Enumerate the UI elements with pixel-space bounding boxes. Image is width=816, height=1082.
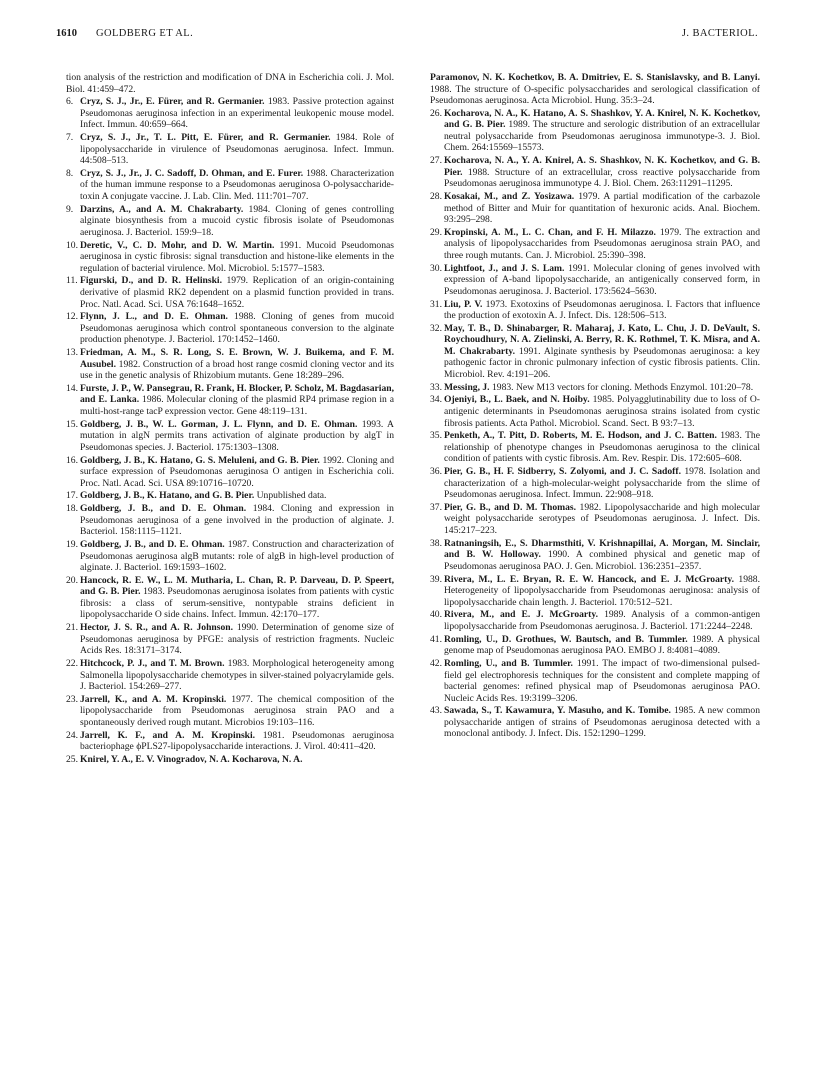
reference-authors: Flynn, J. L., and D. E. Ohman. <box>80 311 228 323</box>
reference-citation: 1983. The relationship of phenotype changes in Pseudomonas aeruginosa to the clinical condition of patients with cystic fibrosis. Am. Rev. Respir. Dis. 172:605–608. <box>444 430 760 465</box>
reference-citation: 1989. Analysis of a common-antigen lipopolysaccharide from Pseudomonas aeruginosa. J. Bacteriol. 171:2244–2248. <box>444 609 760 632</box>
reference-entry <box>420 658 760 704</box>
reference-citation: 1979. A partial modification of the carbazole method of Bitter and Muir for quantitation of hexuronic acids. Anal. Biochem. 93:295–298. <box>444 191 760 226</box>
reference-number: 39. <box>430 573 442 585</box>
reference-authors: Penketh, A., T. Pitt, D. Roberts, M. E. Hodson, and J. C. Batten. <box>444 430 717 442</box>
reference-entry <box>56 204 394 239</box>
references-left-column <box>56 72 394 767</box>
reference-authors: Darzins, A., and A. M. Chakrabarty. <box>80 203 244 215</box>
reference-citation: 1991. Mucoid Pseudomonas aeruginosa in cystic fibrosis: signal transduction and histone-like elements in the regulation of bacterial virulence. Mol. Microbiol. 5:1577–1583. <box>80 239 394 274</box>
reference-authors: Ojeniyi, B., L. Baek, and N. Hoiby. <box>444 394 590 406</box>
reference-number: 17. <box>66 490 78 502</box>
reference-citation: 1991. The impact of two-dimensional pulsed-field gel electrophoresis techniques for the consistent and complete mapping of bacterial genomes: refined physical map of Pseudomonas aeruginosa PAO. Nucleic Acids Res. 19:3199–3206. <box>444 657 760 704</box>
reference-authors: Furste, J. P., W. Pansegrau, R. Frank, H. Blocker, P. Scholz, M. Bagdasarian, and E. Lanka. <box>80 382 394 406</box>
reference-authors: Cryz, S. J., Jr., J. C. Sadoff, D. Ohman, and E. Furer. <box>80 167 304 179</box>
reference-authors: Paramonov, N. K. Kochetkov, B. A. Dmitriev, E. S. Stanislavsky, and B. Lanyi. <box>430 72 760 83</box>
reference-authors: Ratnaningsih, E., S. Dharmsthiti, V. Krishnapillai, A. Morgan, M. Sinclair, and B. W. Holloway. <box>444 537 760 561</box>
reference-authors: Messing, J. <box>444 381 490 393</box>
reference-entry <box>56 490 394 502</box>
reference-entry <box>420 323 760 381</box>
reference-number: 12. <box>66 311 78 323</box>
reference-entry <box>420 705 760 740</box>
reference-authors: Goldberg, J. B., K. Hatano, and G. B. Pier. <box>80 490 255 502</box>
reference-entry <box>56 730 394 753</box>
reference-citation: 1986. Molecular cloning of the plasmid RP4 primase region in a multi-host-range tacP expression vector. Gene 48:119–131. <box>80 394 394 417</box>
reference-number: 18. <box>66 503 78 515</box>
reference-authors: Kropinski, A. M., L. C. Chan, and F. H. Milazzo. <box>444 226 656 238</box>
reference-entry <box>56 72 394 95</box>
reference-authors: Lightfoot, J., and J. S. Lam. <box>444 262 565 274</box>
reference-citation: 1985. Polyagglutinability due to loss of O-antigenic determinants in Pseudomonas aeruginosa strains isolated from cystic fibrosis patients. Acta Pathol. Microbiol. Scand. Sect. B 93:7–13. <box>444 394 760 429</box>
reference-authors: Hitchcock, P. J., and T. M. Brown. <box>80 657 225 669</box>
reference-citation: 1990. Determination of genome size of Pseudomonas aeruginosa by PFGE: analysis of restriction fragments. Nucleic Acids Res. 18:3171–3174. <box>80 622 395 657</box>
reference-authors: Hancock, R. E. W., L. M. Mutharia, L. Chan, R. P. Darveau, D. P. Speert, and G. B. Pier. <box>80 574 394 598</box>
reference-authors: Pier, G. B., and D. M. Thomas. <box>444 501 577 513</box>
reference-authors: Pier, G. B., H. F. Sidberry, S. Zolyomi, and J. C. Sadoff. <box>444 466 681 478</box>
running-authors: GOLDBERG ET AL. <box>96 28 194 39</box>
reference-number: 21. <box>66 622 78 634</box>
reference-number: 8. <box>66 167 74 179</box>
reference-number: 33. <box>430 381 442 393</box>
reference-authors: Deretic, V., C. D. Mohr, and D. W. Martin. <box>80 239 275 251</box>
reference-authors: Goldberg, J. B., and D. E. Ohman. <box>80 538 225 550</box>
reference-number: 32. <box>430 322 442 334</box>
running-header <box>56 28 758 44</box>
reference-entry <box>420 538 760 573</box>
reference-citation: 1983. Passive protection against Pseudomonas aeruginosa infection in an experimental leukopenic mouse model. Infect. Immun. 40:659–664. <box>80 96 394 131</box>
reference-authors: Sawada, S., T. Kawamura, Y. Masuho, and K. Tomibe. <box>444 705 671 717</box>
reference-number: 27. <box>430 155 442 167</box>
reference-number: 38. <box>430 537 442 549</box>
reference-citation: 1985. A new common polysaccharide antigen of strains of Pseudomonas aeruginosa detected with a monoclonal antibody. J. Infect. Dis. 152:1290–1299. <box>444 705 760 740</box>
reference-authors: Romling, U., and B. Tummler. <box>444 657 573 669</box>
reference-entry <box>56 694 394 729</box>
reference-citation: 1977. The chemical composition of the lipopolysaccharide from Pseudomonas aeruginosa strain PAO and a spontaneously derived rough mutant. Microbios 19:103–116. <box>80 693 394 728</box>
reference-authors: Knirel, Y. A., E. V. Vinogradov, N. A. Kocharova, N. A. <box>80 753 303 765</box>
reference-citation: tion analysis of the restriction and modification of DNA in Escherichia coli. J. Mol. Biol. 41:459–472. <box>66 72 394 95</box>
reference-citation: 1993. A mutation in algN permits trans activation of alginate production by algT in Pseudomonas species. J. Bacteriol. 175:1303–1308. <box>80 418 394 453</box>
reference-citation: 1981. Pseudomonas aeruginosa bacteriophage ϕPLS27-lipopolysaccharide interactions. J. Virol. 40:411–420. <box>80 729 394 753</box>
reference-citation: 1990. A combined physical and genetic map of Pseudomonas aeruginosa PAO. J. Gen. Microbiol. 136:2351–2357. <box>444 549 761 572</box>
reference-entry <box>56 383 394 418</box>
reference-authors: Cryz, S. J., Jr., T. L. Pitt, E. Fürer, and R. Germanier. <box>80 132 331 144</box>
reference-authors: Hector, J. S. R., and A. R. Johnson. <box>80 622 234 634</box>
reference-citation: 1988. Characterization of the human immune response to a Pseudomonas aeruginosa O-polysaccharide-toxin A conjugate vaccine. J. Lab. Clin. Med. 111:701–707. <box>80 167 395 203</box>
reference-entry <box>56 347 394 382</box>
reference-number: 42. <box>430 657 442 669</box>
reference-entry <box>420 466 760 501</box>
reference-citation: 1984. Role of lipopolysaccharide in virulence of Pseudomonas aeruginosa. Infect. Immun. 44:508–513. <box>80 132 394 167</box>
reference-citation: 1979. Replication of an origin-containing derivative of plasmid RK2 dependent on a plasmid function provided in trans. Proc. Natl. Acad. Sci. USA 76:1648–1652. <box>80 275 394 310</box>
reference-citation: 1988. Heterogeneity of lipopolysaccharide from Pseudomonas aeruginosa: analysis of lipopolysaccharide chain length. J. Bacteriol. 170:512–521. <box>444 573 760 608</box>
reference-entry <box>420 394 760 429</box>
reference-number: 16. <box>66 454 78 466</box>
reference-authors: Kocharova, N. A., K. Hatano, A. S. Shashkov, Y. A. Knirel, N. K. Kochetkov, and G. B. Pier. <box>444 107 760 131</box>
reference-number: 36. <box>430 466 442 478</box>
reference-number: 6. <box>66 96 74 108</box>
reference-citation: 1973. Exotoxins of Pseudomonas aeruginosa. I. Factors that influence the production of exotoxin A. J. Infect. Dis. 128:506–513. <box>444 298 761 322</box>
reference-entry <box>420 227 760 262</box>
reference-number: 23. <box>66 693 78 705</box>
reference-entry <box>56 455 394 490</box>
reference-citation: 1991. Molecular cloning of genes involved with expression of A-band lipopolysaccharide, an antigenically conserved form, in Pseudomonas aeruginosa. J. Bacteriol. 173:5624–5630. <box>444 262 761 297</box>
reference-citation: 1984. Cloning and expression in Pseudomonas aeruginosa of a gene involved in the production of alginate. J. Bacteriol. 158:1115–1121. <box>80 503 394 538</box>
reference-entry <box>56 132 394 167</box>
reference-number: 43. <box>430 705 442 717</box>
reference-entry <box>56 539 394 574</box>
reference-number: 11. <box>66 275 78 287</box>
reference-authors: Kocharova, N. A., Y. A. Knirel, A. S. Shashkov, N. K. Kochetkov, and G. B. Pier. <box>444 155 760 178</box>
reference-entry <box>420 299 760 322</box>
reference-entry <box>420 72 760 107</box>
reference-citation: 1984. Cloning of genes controlling alginate biosynthesis from a mucoid cystic fibrosis isolate of Pseudomonas aeruginosa. J. Bacteriol. 159:9–18. <box>80 203 394 238</box>
reference-authors: Friedman, A. M., S. R. Long, S. E. Brown, W. J. Buikema, and F. M. Ausubel. <box>80 347 394 370</box>
reference-entry <box>420 155 760 190</box>
reference-entry <box>420 263 760 298</box>
page-number: 1610 <box>56 28 77 39</box>
reference-citation: 1983. Morphological heterogeneity among Salmonella lipopolysaccharide chemotypes in silver-stained polyacrylamide gels. J. Bacteriol. 154:269–277. <box>80 657 394 693</box>
reference-authors: Jarrell, K. F., and A. M. Kropinski. <box>80 729 256 741</box>
reference-entry <box>56 419 394 454</box>
reference-number: 10. <box>66 239 78 251</box>
reference-entry <box>56 275 394 310</box>
reference-authors: Cryz, S. J., Jr., E. Fürer, and R. Germanier. <box>80 96 265 108</box>
reference-citation: 1988. The structure of O-specific polysaccharides and serological classification of Pseudomonas aeruginosa. Acta Microbiol. Hung. 35:3–24. <box>430 83 760 107</box>
reference-citation: 1989. The structure and serologic distribution of an extracellular neutral polysaccharide from Pseudomonas aeruginosa immunotype-3. J. Biol. Chem. 264:15569–15573. <box>444 119 760 154</box>
reference-number: 24. <box>66 729 78 741</box>
reference-entry <box>420 609 760 632</box>
reference-entry <box>420 108 760 154</box>
reference-citation: 1983. Pseudomonas aeruginosa isolates from patients with cystic fibrosis: a class of serum-sensitive, nontypable strains deficient in lipopolysaccharide O side chains. Infect. Immun. 42:170–177. <box>80 586 394 621</box>
reference-citation: 1979. The extraction and analysis of lipopolysaccharides from Pseudomonas aeruginosa strain PAO, and three rough mutants. Can. J. Microbiol. 25:390–398. <box>444 226 760 261</box>
reference-authors: Goldberg, J. B., K. Hatano, G. S. Meluleni, and G. B. Pier. <box>80 454 320 466</box>
reference-authors: Kosakai, M., and Z. Yosizawa. <box>444 191 575 203</box>
reference-number: 9. <box>66 203 74 215</box>
references-right-column <box>420 72 760 741</box>
reference-citation: 1983. New M13 vectors for cloning. Methods Enzymol. 101:20–78. <box>491 381 754 393</box>
reference-entry <box>56 240 394 275</box>
reference-entry <box>56 311 394 346</box>
reference-entry <box>420 191 760 226</box>
reference-number: 25. <box>66 753 78 765</box>
reference-authors: May, T. B., D. Shinabarger, R. Maharaj, J. Kato, L. Chu, J. D. DeVault, S. Roychoudhury, N. A. Zielinski, A. Berry, R. K. Rothmel, T. K. Misra, and A. M. Chakrabarty. <box>444 322 760 357</box>
reference-number: 37. <box>430 501 442 513</box>
reference-citation: 1988. Structure of an extracellular, cross reactive polysaccharide from Pseudomonas aeruginosa immunotype 4. J. Biol. Chem. 263:11291–11295. <box>444 166 760 190</box>
reference-citation: Unpublished data. <box>256 490 327 502</box>
reference-entry <box>56 503 394 538</box>
reference-number: 26. <box>430 107 442 119</box>
reference-entry <box>420 502 760 537</box>
reference-authors: Rivera, M., L. E. Bryan, R. E. W. Hancock, and E. J. McGroarty. <box>444 573 734 585</box>
reference-number: 14. <box>66 382 78 394</box>
reference-authors: Goldberg, J. B., W. L. Gorman, J. L. Flynn, and D. E. Ohman. <box>80 418 358 430</box>
reference-entry <box>56 168 394 203</box>
reference-citation: 1982. Construction of a broad host range cosmid cloning vector and its use in the genetic analysis of Rhizobium mutants. Gene 18:289–296. <box>80 358 394 382</box>
reference-entry <box>420 574 760 609</box>
reference-citation: 1982. Lipopolysaccharide and high molecular weight polysaccharide serotypes of Pseudomonas aeruginosa. J. Infect. Dis. 145:217–223. <box>444 501 760 537</box>
reference-entry <box>56 658 394 693</box>
reference-number: 35. <box>430 430 442 442</box>
journal-name: J. BACTERIOL. <box>681 28 758 39</box>
reference-citation: 1987. Construction and characterization of Pseudomonas aeruginosa algB mutants: role of algB in high-level production of alginate. J. Bacteriol. 169:1593–1602. <box>80 538 394 574</box>
reference-number: 22. <box>66 657 78 669</box>
reference-authors: Rivera, M., and E. J. McGroarty. <box>444 609 599 621</box>
reference-number: 34. <box>430 394 442 406</box>
reference-number: 40. <box>430 609 442 621</box>
reference-entry <box>420 430 760 465</box>
reference-authors: Liu, P. V. <box>444 298 483 310</box>
reference-number: 13. <box>66 347 78 359</box>
reference-authors: Figurski, D., and D. R. Helinski. <box>80 275 222 287</box>
reference-entry <box>56 622 394 657</box>
reference-number: 20. <box>66 574 78 586</box>
reference-entry <box>56 575 394 621</box>
reference-citation: 1992. Cloning and surface expression of Pseudomonas aeruginosa O antigen in Escherichia coli. Proc. Natl. Acad. Sci. USA 89:10716–10720. <box>80 454 394 489</box>
reference-number: 31. <box>430 298 442 310</box>
reference-entry <box>56 754 394 766</box>
reference-number: 41. <box>430 633 442 645</box>
reference-number: 28. <box>430 191 442 203</box>
reference-number: 7. <box>66 132 74 144</box>
reference-number: 15. <box>66 418 78 430</box>
reference-citation: 1988. Cloning of genes from mucoid Pseudomonas aeruginosa which control spontaneous conversion to the alginate production phenotype. J. Bacteriol. 170:1452–1460. <box>80 311 394 346</box>
reference-authors: Romling, U., D. Grothues, W. Bautsch, and B. Tummler. <box>444 633 688 645</box>
reference-authors: Goldberg, J. B., and D. E. Ohman. <box>80 503 247 515</box>
reference-authors: Jarrell, K., and A. M. Kropinski. <box>80 693 227 705</box>
reference-entry <box>420 382 760 394</box>
reference-number: 19. <box>66 538 78 550</box>
reference-citation: 1978. Isolation and characterization of a high-molecular-weight polysaccharide from the slime of Pseudomonas aeruginosa. Infect. Immun. 22:908–918. <box>444 466 760 501</box>
reference-entry <box>56 96 394 131</box>
reference-number: 29. <box>430 226 442 238</box>
reference-citation: 1989. A physical genome map of Pseudomonas aeruginosa PAO. EMBO J. 8:4081–4089. <box>444 633 760 657</box>
reference-entry <box>420 634 760 657</box>
reference-number: 30. <box>430 262 442 274</box>
reference-citation: 1991. Alginate synthesis by Pseudomonas aeruginosa: a key pathogenic factor in chronic pulmonary infection of cystic fibrosis patients. Clin. Microbiol. Rev. 4:191–206. <box>444 345 760 380</box>
